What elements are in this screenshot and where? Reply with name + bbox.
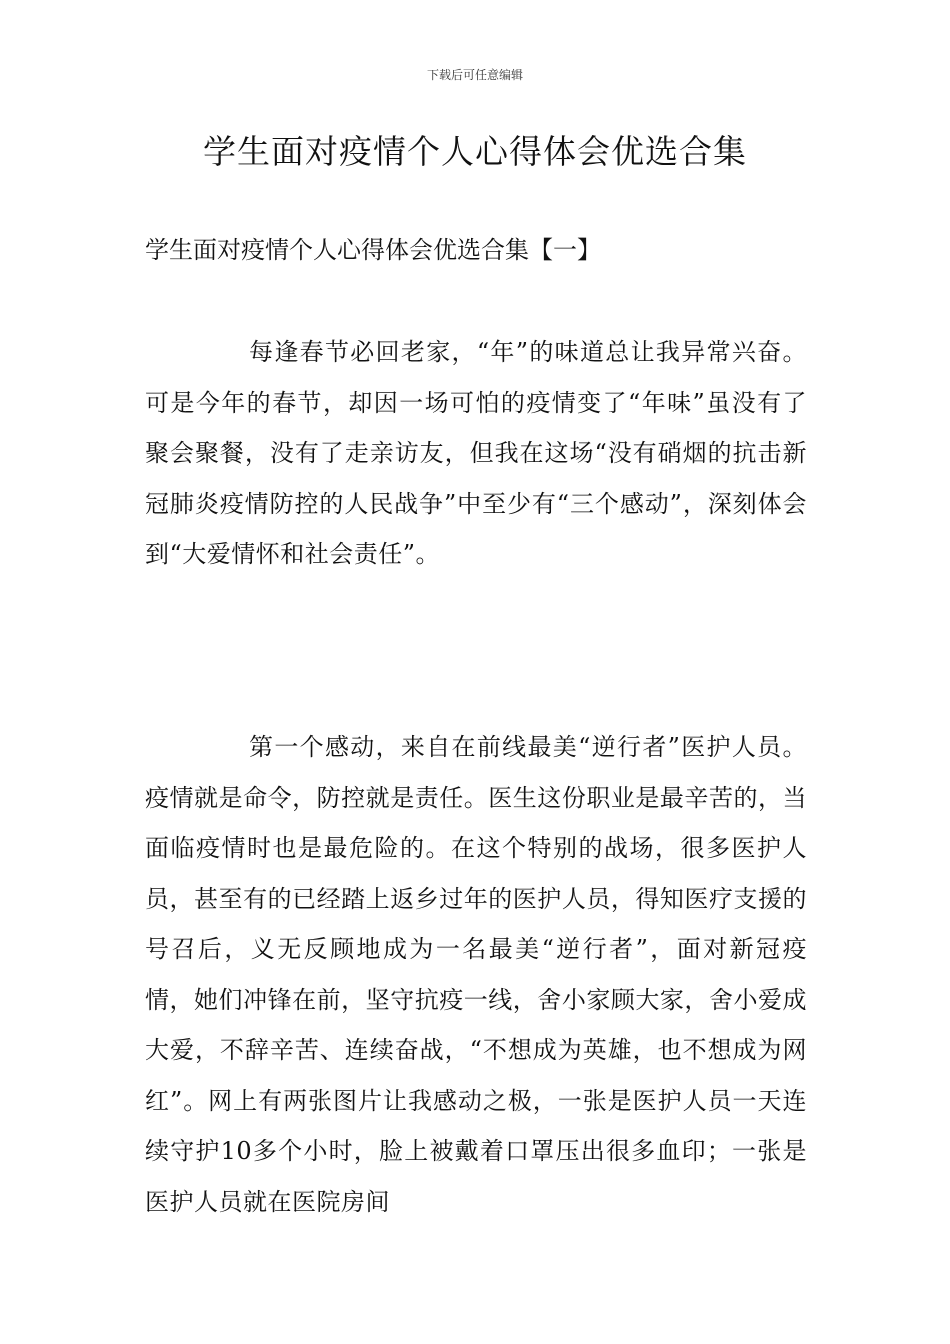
paragraph-1: 每逢春节必回老家，“年”的味道总让我异常兴奋。可是今年的春节，却因一场可怕的疫情变了“年味”虽没有了聚会聚餐，没有了走亲访友，但我在这场“没有硝烟的抗击新冠肺炎疫情防控的人民战争”中至少有“三个感动”，深刻体会到“大爱情怀和社会责任”。 <box>145 338 807 568</box>
document-title: 学生面对疫情个人心得体会优选合集 <box>203 132 747 171</box>
paragraph-2: 第一个感动，来自在前线最美“逆行者”医护人员。疫情就是命令，防控就是责任。医生这份职业是最辛苦的，当面临疫情时也是最危险的。在这个特别的战场，很多医护人员，甚至有的已经踏上返乡过年的医护人员，得知医疗支援的号召后，义无反顾地成为一名最美“逆行者”，面对新冠疫情，她们冲锋在前，坚守抗疫一线，舍小家顾大家，舍小爱成大爱，不辞辛苦、连续奋战，“不想成为英雄，也不想成为网红”。网上有两张图片让我感动之极，一张是医护人员一天连续守护10多个小时，脸上被戴着口罩压出很多血印；一张是医护人员就在医院房间 <box>145 733 807 1216</box>
section-heading: 学生面对疫情个人心得体会优选合集【一】 <box>145 236 601 264</box>
header-note: 下载后可任意编辑 <box>426 68 523 82</box>
